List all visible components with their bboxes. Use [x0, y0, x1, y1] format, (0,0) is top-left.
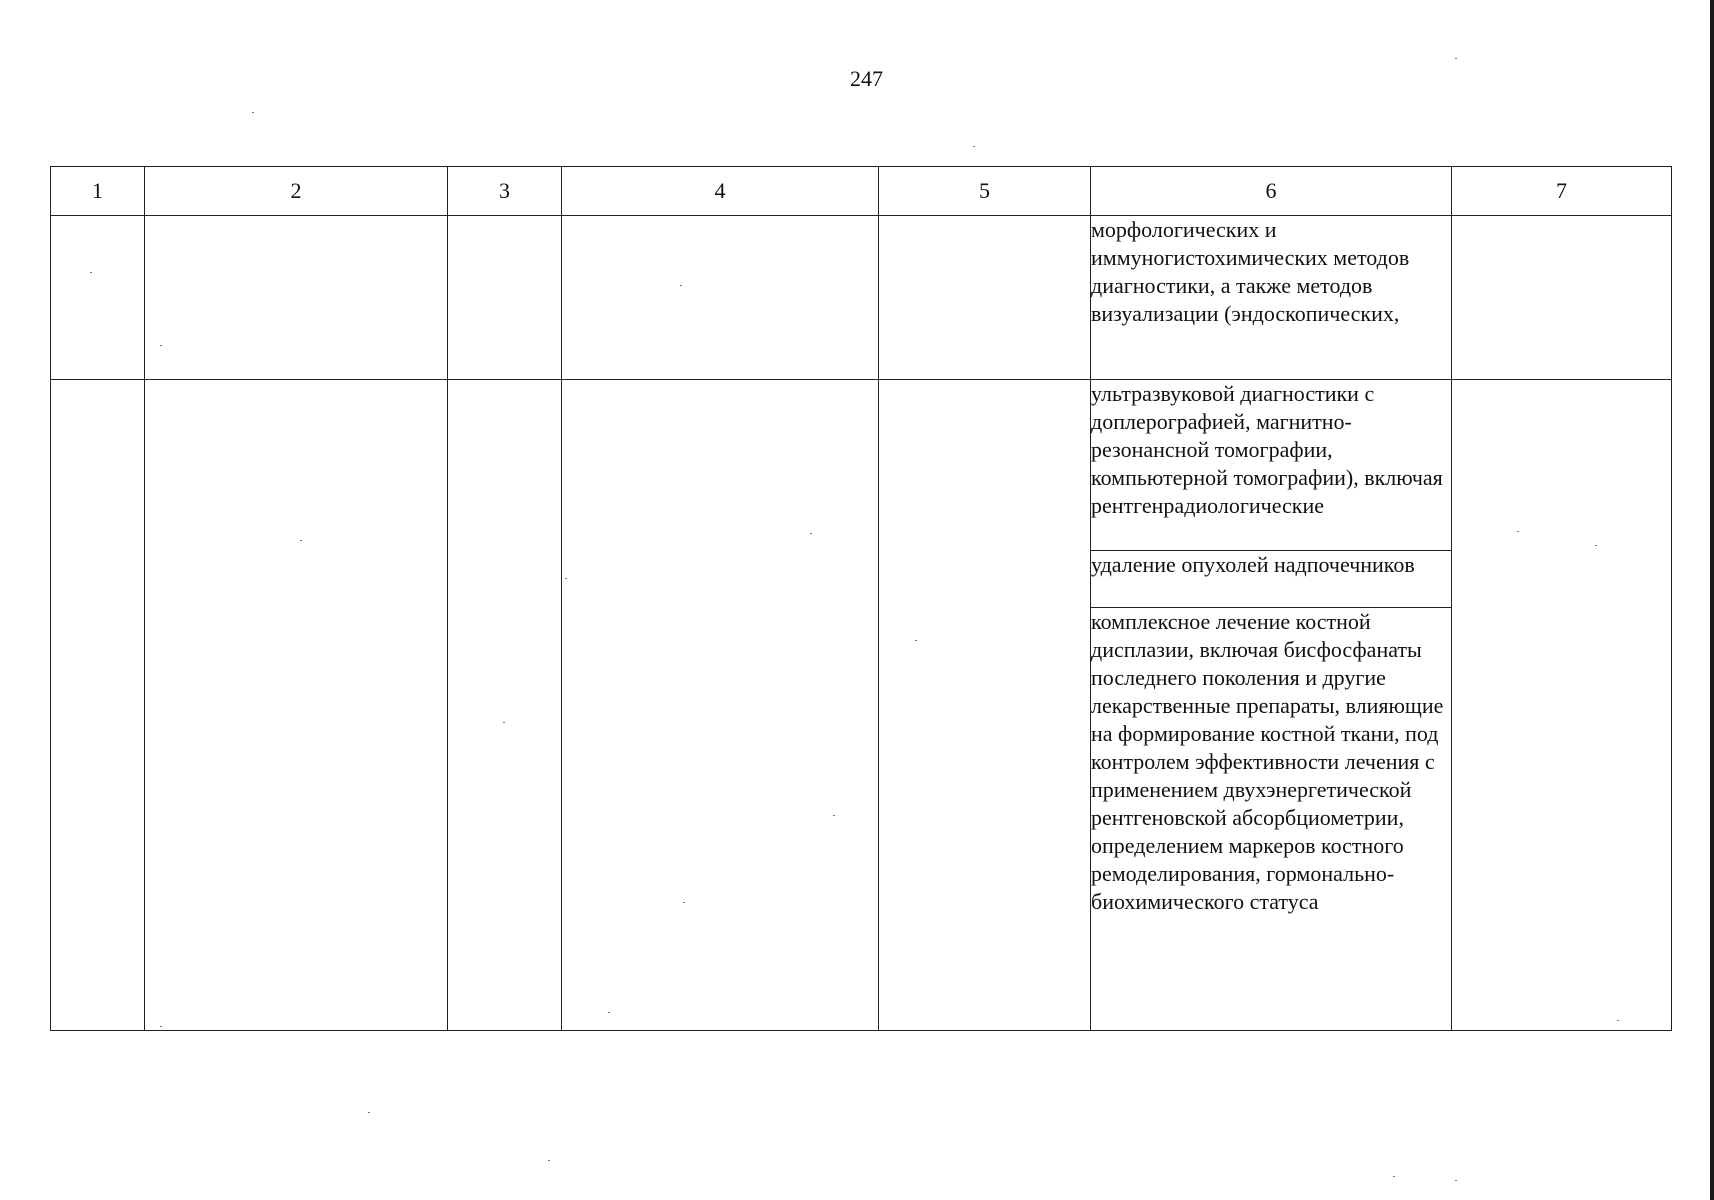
- scan-speck: [548, 1160, 550, 1161]
- document-table: [50, 166, 1672, 1031]
- empty-cell: [145, 380, 448, 1031]
- empty-cell: [562, 216, 879, 380]
- empty-cell: [448, 380, 562, 1031]
- header-cell-6: 6: [1091, 167, 1452, 216]
- empty-cell: [1452, 216, 1672, 380]
- table-cell-col6: удаление опухолей надпочечников: [1091, 551, 1452, 608]
- scan-speck: [368, 1112, 370, 1113]
- table-row: [51, 380, 1672, 551]
- table-header-row: [51, 167, 1672, 216]
- scan-speck: [565, 578, 567, 579]
- empty-cell: [51, 216, 145, 380]
- table-cell-col6: комплексное лечение костной дисплазии, включая бисфосфанаты последнего поколения и другие лекарственные препараты, влияющие на формирование костной ткани, под контролем эффективности лечения с применением двухэнергетической рентгеновской абсорбциометрии, определением маркеров костного ремоделирования, гормонально-биохимического статуса: [1091, 608, 1452, 1031]
- header-cell-1: 1: [51, 167, 145, 216]
- scan-speck: [680, 285, 682, 286]
- page-number: 247: [850, 66, 883, 91]
- empty-cell: [1452, 380, 1672, 1031]
- scan-speck: [608, 1012, 610, 1013]
- scan-speck: [160, 1026, 162, 1027]
- header-cell-3: 3: [448, 167, 562, 216]
- scan-speck: [833, 815, 835, 816]
- scan-speck: [1517, 531, 1519, 532]
- empty-cell: [145, 216, 448, 380]
- scan-speck: [683, 902, 685, 903]
- scan-speck: [915, 640, 917, 641]
- empty-cell: [448, 216, 562, 380]
- header-cell-5: 5: [879, 167, 1091, 216]
- scan-speck: [160, 345, 162, 346]
- scan-speck: [1455, 1180, 1457, 1181]
- empty-cell: [562, 380, 879, 1031]
- scan-speck: [810, 533, 812, 534]
- table-cell-col6: морфологических и иммуногистохимических методов диагностики, а также методов визуализации (эндоскопических,: [1091, 216, 1452, 380]
- table-cell-col6: ультразвуковой диагностики с доплерографией, магнитно-резонансной томографии, компьютерной томографии), включая рентгенрадиологические: [1091, 380, 1452, 551]
- scan-speck: [1455, 58, 1457, 59]
- scan-speck: [1617, 1020, 1619, 1021]
- scan-speck: [503, 722, 505, 723]
- header-cell-7: 7: [1452, 167, 1672, 216]
- scan-speck: [1393, 1176, 1395, 1177]
- empty-cell: [51, 380, 145, 1031]
- table-row: [51, 216, 1672, 380]
- header-cell-4: 4: [562, 167, 879, 216]
- empty-cell: [879, 216, 1091, 380]
- scan-edge: [1710, 0, 1714, 1200]
- scan-speck: [90, 272, 92, 273]
- header-cell-2: 2: [145, 167, 448, 216]
- scan-speck: [300, 540, 302, 541]
- empty-cell: [879, 380, 1091, 1031]
- scan-speck: [1595, 545, 1597, 546]
- scan-speck: [973, 146, 975, 147]
- scan-speck: [252, 112, 254, 113]
